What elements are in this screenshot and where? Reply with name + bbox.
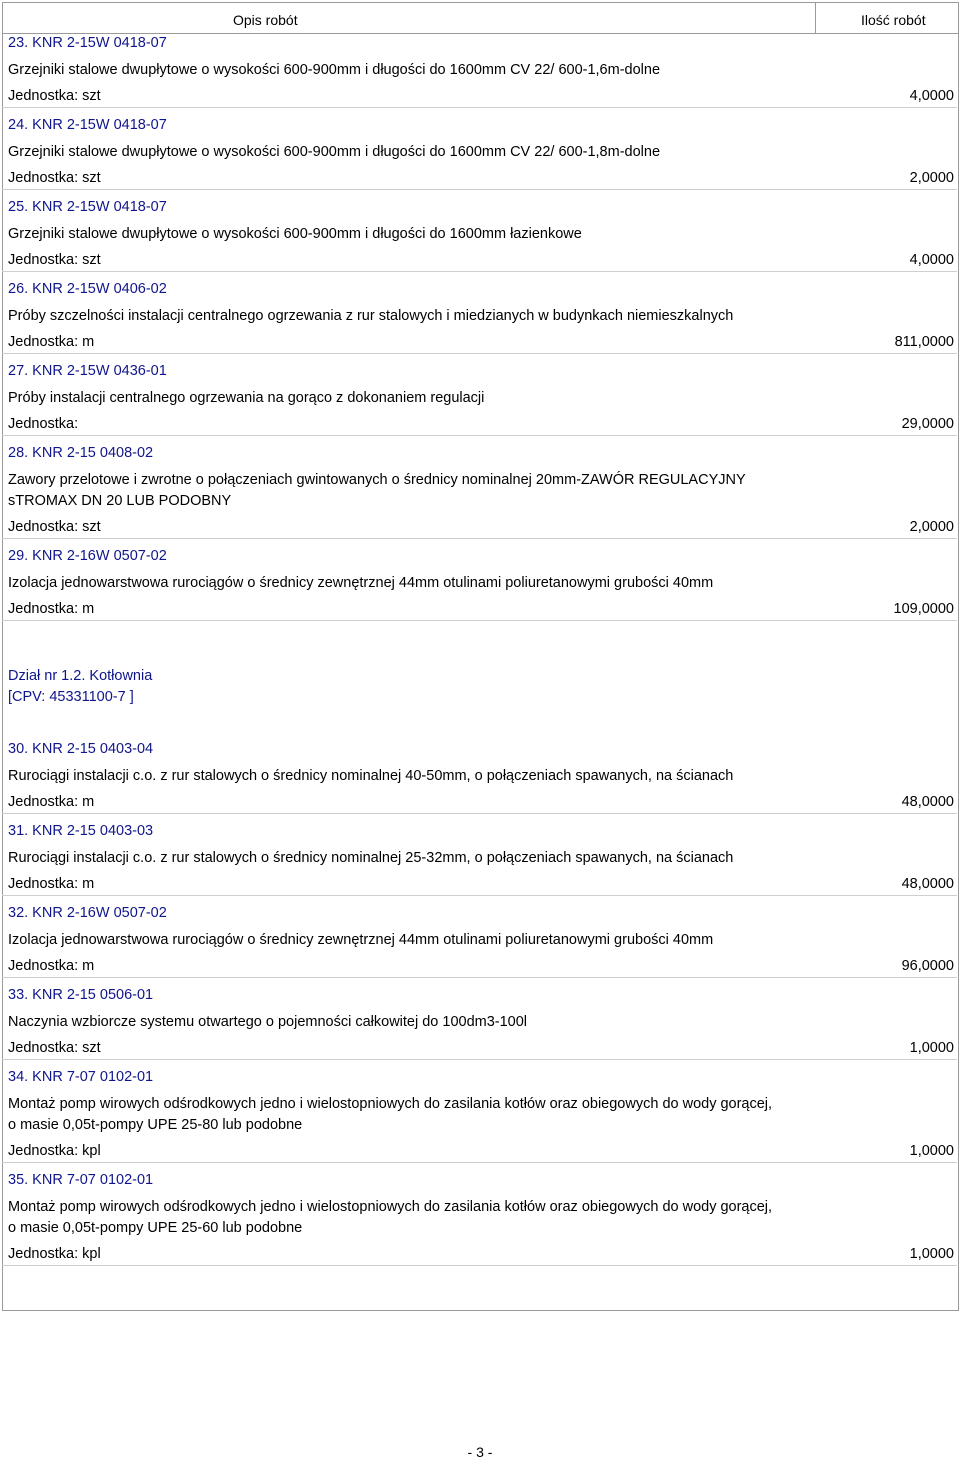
item-code: 28. KNR 2-15 0408-02	[8, 445, 154, 461]
item-unit: Jednostka: szt	[8, 88, 101, 104]
table-header	[3, 2, 958, 34]
item-code: 30. KNR 2-15 0403-04	[8, 741, 154, 757]
section-title: Dział nr 1.2. Kotłownia	[8, 668, 153, 684]
item-unit: Jednostka: szt	[8, 519, 101, 535]
row-separator	[2, 189, 957, 190]
item-description: Montaż pomp wirowych odśrodkowych jedno i wielostopniowych do zasilania kotłów oraz obiegowych do wody gorącej,	[8, 1199, 773, 1215]
item-unit: Jednostka: kpl	[8, 1246, 101, 1262]
item-description: o masie 0,05t-pompy UPE 25-60 lub podobne	[8, 1220, 303, 1236]
row-separator	[2, 1059, 957, 1060]
row-separator	[2, 538, 957, 539]
item-quantity: 811,0000	[894, 334, 954, 350]
item-quantity: 4,0000	[909, 88, 954, 104]
row-separator	[2, 1162, 957, 1163]
page-number: - 3 -	[467, 1444, 493, 1460]
row-separator	[2, 353, 957, 354]
row-separator	[2, 895, 957, 896]
header-description-cell	[3, 3, 816, 33]
row-separator	[2, 435, 957, 436]
item-description: Rurociągi instalacji c.o. z rur stalowych o średnicy nominalnej 25-32mm, o połączeniach spawanych, na ścianach	[8, 850, 734, 866]
item-code: 29. KNR 2-16W 0507-02	[8, 548, 167, 564]
item-unit: Jednostka: kpl	[8, 1143, 101, 1159]
item-unit: Jednostka: m	[8, 876, 95, 892]
item-description: Izolacja jednowarstwowa rurociągów o średnicy zewnętrznej 44mm otulinami poliuretanowymi grubości 40mm	[8, 575, 714, 591]
header-description: Opis robót	[233, 12, 298, 28]
item-code: 26. KNR 2-15W 0406-02	[8, 281, 167, 297]
item-quantity: 1,0000	[909, 1040, 954, 1056]
item-quantity: 1,0000	[909, 1143, 954, 1159]
item-quantity: 48,0000	[901, 876, 954, 892]
row-separator	[2, 107, 957, 108]
item-description: Montaż pomp wirowych odśrodkowych jedno i wielostopniowych do zasilania kotłów oraz obiegowych do wody gorącej,	[8, 1096, 773, 1112]
item-description: Grzejniki stalowe dwupłytowe o wysokości 600-900mm i długości do 1600mm łazienkowe	[8, 226, 582, 242]
section-cpv: [CPV: 45331100-7 ]	[8, 689, 134, 705]
item-unit: Jednostka: szt	[8, 170, 101, 186]
row-separator	[2, 813, 957, 814]
item-unit: Jednostka: m	[8, 334, 95, 350]
item-code: 33. KNR 2-15 0506-01	[8, 987, 154, 1003]
item-quantity: 1,0000	[909, 1246, 954, 1262]
item-code: 23. KNR 2-15W 0418-07	[8, 35, 167, 51]
item-quantity: 2,0000	[909, 170, 954, 186]
item-code: 35. KNR 7-07 0102-01	[8, 1172, 154, 1188]
item-code: 34. KNR 7-07 0102-01	[8, 1069, 154, 1085]
item-unit: Jednostka: m	[8, 794, 95, 810]
item-description: Próby szczelności instalacji centralnego ogrzewania z rur stalowych i miedzianych w budynkach niemieszkalnych	[8, 308, 734, 324]
item-unit: Jednostka: szt	[8, 252, 101, 268]
item-quantity: 29,0000	[901, 416, 954, 432]
item-code: 31. KNR 2-15 0403-03	[8, 823, 154, 839]
item-description: o masie 0,05t-pompy UPE 25-80 lub podobne	[8, 1117, 303, 1133]
item-description: Izolacja jednowarstwowa rurociągów o średnicy zewnętrznej 44mm otulinami poliuretanowymi grubości 40mm	[8, 932, 714, 948]
item-description: Grzejniki stalowe dwupłytowe o wysokości 600-900mm i długości do 1600mm CV 22/ 600-1,8m-dolne	[8, 144, 661, 160]
item-unit: Jednostka: m	[8, 601, 95, 617]
item-code: 24. KNR 2-15W 0418-07	[8, 117, 167, 133]
item-quantity: 109,0000	[893, 601, 954, 617]
item-code: 25. KNR 2-15W 0418-07	[8, 199, 167, 215]
item-unit: Jednostka:	[8, 416, 79, 432]
item-description: Próby instalacji centralnego ogrzewania na gorąco z dokonaniem regulacji	[8, 390, 485, 406]
item-quantity: 4,0000	[909, 252, 954, 268]
header-quantity: Ilość robót	[861, 12, 926, 28]
item-quantity: 96,0000	[901, 958, 954, 974]
item-unit: Jednostka: szt	[8, 1040, 101, 1056]
item-description: sTROMAX DN 20 LUB PODOBNY	[8, 493, 232, 509]
item-description: Grzejniki stalowe dwupłytowe o wysokości 600-900mm i długości do 1600mm CV 22/ 600-1,6m-dolne	[8, 62, 661, 78]
row-separator	[2, 1265, 957, 1266]
item-unit: Jednostka: m	[8, 958, 95, 974]
item-quantity: 2,0000	[909, 519, 954, 535]
item-code: 27. KNR 2-15W 0436-01	[8, 363, 167, 379]
item-code: 32. KNR 2-16W 0507-02	[8, 905, 167, 921]
item-quantity: 48,0000	[901, 794, 954, 810]
item-description: Zawory przelotowe i zwrotne o połączeniach gwintowanych o średnicy nominalnej 20mm-ZAWÓR REGULACYJNY	[8, 472, 746, 488]
row-separator	[2, 977, 957, 978]
item-description: Naczynia wzbiorcze systemu otwartego o pojemności całkowitej do 100dm3-100l	[8, 1014, 528, 1030]
item-description: Rurociągi instalacji c.o. z rur stalowych o średnicy nominalnej 40-50mm, o połączeniach spawanych, na ścianach	[8, 768, 734, 784]
row-separator	[2, 271, 957, 272]
row-separator	[2, 620, 957, 621]
